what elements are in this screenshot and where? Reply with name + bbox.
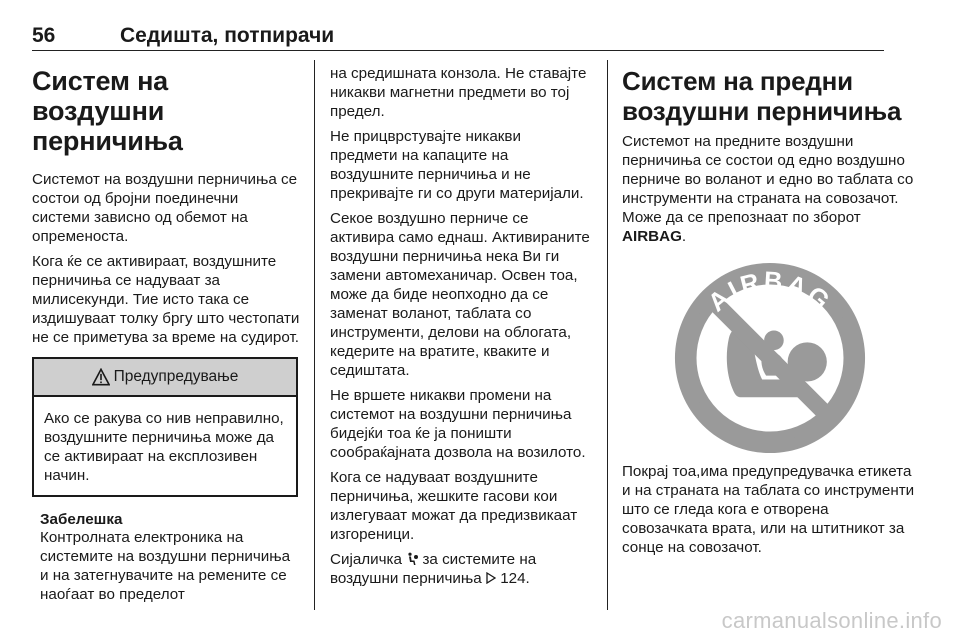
section-title-airbag-system: Систем на воздушни перничиња [32,66,183,156]
airbag-warning-lamp-icon [406,552,418,566]
page-reference[interactable]: 124. [500,570,530,587]
column-3 [622,60,918,557]
airbag-keyword: AIRBAG [622,228,682,245]
page-number: 56 [32,24,56,47]
reference-triangle-icon[interactable] [486,572,496,584]
running-title: Седишта, потпирачи [120,24,335,47]
paragraph: Покрај тоа,има предупредувачка етикета и на страната на таблата со инструменти што се гледа кога е отворена совозачката врата, или на штитникот за сонце на совозачот. [622,463,915,556]
paragraph: на средишната конзола. Не ставајте никакви магнетни предмети во тој предел. [330,65,587,120]
header-divider [32,50,884,51]
paragraph: Кога ќе се активираат, воздушните перничиња се надуваат за милисекунди. Тие исто така се издишуваат толку бргу што честопати не се приметува за време на судирот. [32,253,300,346]
column-divider-1 [314,60,315,610]
note-text: Контролната електроника на системите на воздушни перничиња и на затегнувачите на ремените се наоѓаат во пределот [40,529,291,603]
airbag-no-child-seat-icon [672,260,868,456]
paragraph: Не прицврстувајте никакви предмети на капаците на воздушните перничиња и не прекривајте ги со други материјали. [330,128,584,202]
paragraph: Кога се надуваат воздушните перничиња, жешките гасови кои излегуваат можат да предизвикаат изгореници. [330,469,578,543]
column-1 [32,60,300,604]
paragraph: Не вршете никакви промени на системот на воздушни перничиња бидејќи тоа ќе ја поништи сообраќајната дозвола на возилото. [330,387,586,461]
section-title-front-airbag: Систем на предни воздушни перничиња [622,66,902,126]
warning-heading: Предупредување [113,368,239,385]
paragraph-control-lamp: Сијаличка за системите на воздушни перничиња 124. [330,551,537,587]
warning-box [32,357,298,497]
warning-header [34,359,296,397]
column-2 [330,60,592,588]
paragraph: Секое воздушно перниче се активира само еднаш. Активираните воздушни перничиња нека Ви ги замени автомеханичар. Освен тоа, може да биде неопходно да се заменат воланот, таблата со инструменти, делови на облогата, кедерите на вратите, кваките и седиштата. [330,210,590,379]
column-divider-2 [607,60,608,610]
paragraph: Системот на воздушни перничиња се состои од бројни поединечни системи зависно од обемот на опременоста. [32,171,298,245]
warning-text: Ако се ракува со нив неправилно, воздушните перничиња може да се активираат на експлозивен начин. [44,410,284,484]
watermark: carmanualsonline.info [721,608,942,633]
airbag-figure-label: AIRBAG [703,266,837,318]
warning-triangle-icon [92,368,110,386]
paragraph: Системот на предните воздушни перничиња се состои од едно воздушно перниче во воланот и едно во таблата со инструменти на страната на совозачот. Може да се препознаат по зборот AIRBAG. [622,133,914,245]
note-heading: Забелешка [40,511,123,528]
